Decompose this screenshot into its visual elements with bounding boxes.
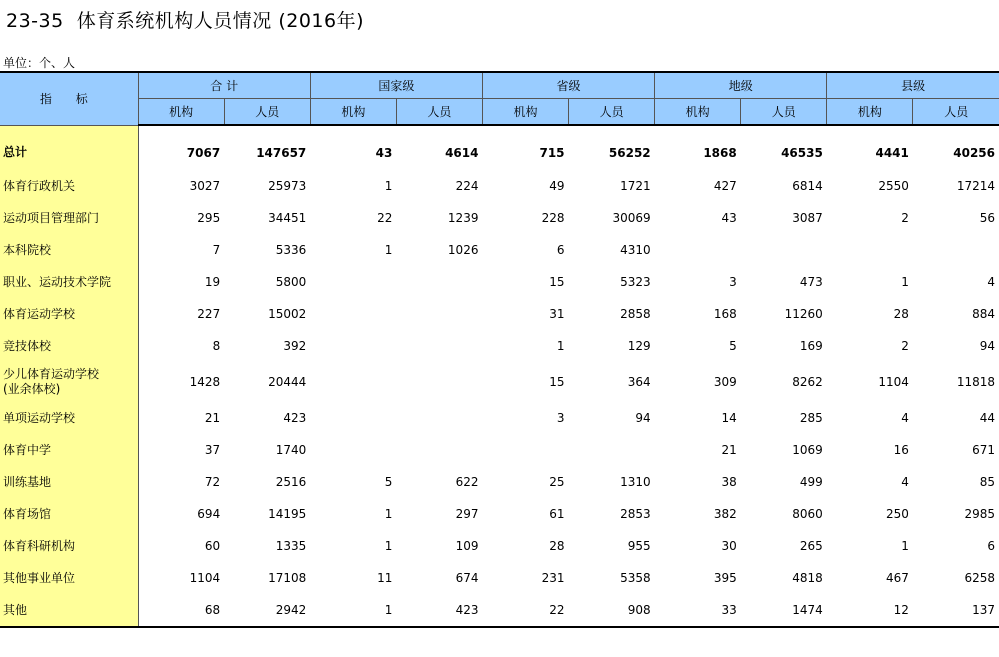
table-cell: 11 [377,571,393,585]
table-cell: 2550 [878,179,909,193]
table-cell: 7067 [186,146,221,160]
table-cell: 56 [979,211,995,225]
table-cell: 231 [541,571,565,585]
table-cell: 2 [901,339,909,353]
table-cell: 60 [204,539,221,553]
table-cell: 25973 [268,179,307,193]
sub-header-institutions: 机构 [827,99,913,126]
table-cell [569,434,655,466]
table-cell: 473 [799,275,823,289]
table-cell: 3027 [189,179,221,193]
table-cell: 1 [901,275,909,289]
row-label: 体育中学 [0,434,138,466]
table-row [0,594,999,627]
table-cell: 423 [283,411,307,425]
table-cell [310,330,396,362]
table-cell: 129 [627,339,651,353]
table-cell: 94 [635,411,651,425]
table-cell: 4 [987,275,995,289]
row-label: 少儿体育运动学校 (业余体校) [0,362,138,402]
table-row [0,466,999,498]
table-cell: 227 [197,307,221,321]
table-cell: 17108 [268,571,307,585]
table-cell: 147657 [256,146,307,160]
table-row [0,530,999,562]
table-cell: 31 [549,307,565,321]
table-cell: 20444 [268,375,307,389]
table-cell: 467 [885,571,909,585]
table-cell: 37 [204,443,221,457]
table-cell: 5323 [620,275,651,289]
table-cell: 11260 [784,307,823,321]
row-label: 体育行政机关 [0,170,138,202]
table-cell: 908 [569,594,655,627]
table-cell: 2985 [964,507,995,521]
row-label: 运动项目管理部门 [0,202,138,234]
table-cell: 622 [455,475,479,489]
table-cell: 5358 [620,571,651,585]
table-cell: 49 [549,179,565,193]
sub-header-personnel: 人员 [913,99,999,126]
table-cell: 5 [384,475,393,489]
table-cell: 1104 [878,375,909,389]
group-header-prefecture: 地级 [655,72,827,99]
table-row [0,362,999,402]
table-cell: 21 [721,443,737,457]
table-body [0,125,999,627]
table-cell [396,402,482,434]
table-cell: 4310 [620,243,651,257]
row-label: 职业、运动技术学院 [0,266,138,298]
table-cell: 499 [799,475,823,489]
row-label: 体育科研机构 [0,530,138,562]
table-cell: 1 [384,179,393,193]
table-cell: 14195 [268,507,307,521]
table-cell: 309 [713,375,737,389]
table-cell: 22 [482,594,568,627]
table-cell: 674 [455,571,479,585]
sub-header-personnel: 人员 [396,99,482,126]
row-label: 其他 [0,594,138,627]
group-header-total: 合 计 [138,72,310,99]
table-cell: 392 [283,339,307,353]
table-cell: 2853 [620,507,651,521]
table-cell: 2516 [275,475,307,489]
table-cell: 1740 [275,443,307,457]
table-row [0,402,999,434]
table-cell: 5800 [275,275,307,289]
table-cell: 34451 [268,211,307,225]
table-cell [310,402,396,434]
table-cell: 1474 [741,594,827,627]
sub-header-institutions: 机构 [482,99,568,126]
table-cell: 4818 [792,571,823,585]
table-cell [741,234,827,266]
table-cell: 30069 [612,211,651,225]
table-cell: 4441 [875,146,909,160]
table-cell [396,434,482,466]
table-row [0,562,999,594]
table-cell: 43 [375,146,393,160]
group-header-county: 县级 [827,72,999,99]
table-row [0,298,999,330]
table-cell: 295 [197,211,221,225]
table-cell [827,234,913,266]
table-cell: 169 [799,339,823,353]
table-cell: 28 [549,539,565,553]
table-cell: 6258 [964,571,995,585]
table-cell: 16 [893,443,909,457]
table-cell: 8262 [792,375,823,389]
table-cell: 1310 [620,475,651,489]
sub-header-institutions: 机构 [655,99,741,126]
table-cell: 11818 [956,375,995,389]
table-row [0,266,999,298]
table-cell: 423 [396,594,482,627]
table-cell [396,362,482,402]
table-cell: 395 [713,571,737,585]
statistics-table [0,71,999,628]
table-row [0,498,999,530]
sub-header-personnel: 人员 [569,99,655,126]
table-cell: 1428 [189,375,221,389]
table-cell: 382 [713,507,737,521]
table-row [0,330,999,362]
table-cell [482,434,568,466]
row-label: 本科院校 [0,234,138,266]
table-cell: 1104 [189,571,221,585]
row-label: 总计 [0,125,138,170]
table-cell [655,234,741,266]
table-cell: 224 [455,179,479,193]
sub-header-institutions: 机构 [310,99,396,126]
table-cell: 6 [556,243,565,257]
table-cell: 1721 [620,179,651,193]
table-cell: 30 [721,539,737,553]
table-cell: 285 [799,411,823,425]
table-cell: 12 [827,594,913,627]
table-cell [310,362,396,402]
row-label: 竞技体校 [0,330,138,362]
table-cell: 68 [138,594,224,627]
table-cell: 15 [549,275,565,289]
table-cell: 7 [212,243,221,257]
table-cell [310,298,396,330]
table-cell: 5 [729,339,737,353]
table-cell: 1 [384,539,393,553]
table-cell: 2858 [620,307,651,321]
table-row [0,125,999,170]
sub-header-institutions: 机构 [138,99,224,126]
table-cell: 694 [197,507,221,521]
table-cell: 3 [556,411,565,425]
table-cell: 15 [549,375,565,389]
table-cell: 14 [721,411,737,425]
table-cell [310,434,396,466]
table-cell: 56252 [608,146,651,160]
table-cell: 4 [901,411,909,425]
table-cell: 38 [721,475,737,489]
table-cell: 72 [204,475,221,489]
table-cell: 1 [901,539,909,553]
row-label: 体育场馆 [0,498,138,530]
row-label: 单项运动学校 [0,402,138,434]
table-cell: 2942 [224,594,310,627]
row-label: 训练基地 [0,466,138,498]
table-cell: 1 [310,594,396,627]
table-cell: 40256 [953,146,995,160]
table-cell: 19 [204,275,221,289]
table-cell: 250 [885,507,909,521]
table-cell: 137 [913,594,999,627]
indicator-header: 指 标 [0,72,138,125]
table-cell: 3087 [792,211,823,225]
table-cell: 671 [972,443,995,457]
sub-header-personnel: 人员 [224,99,310,126]
row-label: 其他事业单位 [0,562,138,594]
table-row [0,234,999,266]
table-cell: 1069 [792,443,823,457]
table-cell [913,234,999,266]
table-cell: 1335 [275,539,307,553]
table-cell: 109 [455,539,479,553]
table-cell: 1 [384,243,393,257]
table-cell: 2 [901,211,909,225]
table-cell: 8060 [792,507,823,521]
table-cell: 1868 [703,146,737,160]
table-cell: 1026 [447,243,479,257]
table-cell: 43 [721,211,737,225]
table-cell: 955 [627,539,651,553]
table-cell: 44 [979,411,995,425]
unit-note: 单位：个、人 [3,56,76,70]
table-row [0,202,999,234]
table-cell: 25 [549,475,565,489]
table-cell: 85 [979,475,995,489]
table-cell: 168 [713,307,737,321]
table-cell: 1 [384,507,393,521]
table-cell: 15002 [268,307,307,321]
table-cell: 6814 [792,179,823,193]
table-cell: 28 [893,307,909,321]
table-cell: 8 [212,339,221,353]
table-cell: 1239 [447,211,479,225]
row-label: 体育运动学校 [0,298,138,330]
table-cell: 94 [979,339,995,353]
table-cell: 364 [627,375,651,389]
table-cell: 715 [539,146,565,160]
table-cell [396,266,482,298]
table-cell: 17214 [956,179,995,193]
table-cell [310,266,396,298]
table-cell: 33 [655,594,741,627]
table-cell: 21 [204,411,221,425]
table-cell: 884 [972,307,995,321]
table-cell: 1 [556,339,565,353]
table-cell: 4 [901,475,909,489]
table-cell: 3 [729,275,737,289]
table-cell: 4614 [445,146,479,160]
table-cell [396,330,482,362]
table-cell [396,298,482,330]
table-cell: 22 [377,211,393,225]
table-cell: 297 [455,507,479,521]
table-header [0,72,999,125]
table-cell: 5336 [275,243,307,257]
sub-header-personnel: 人员 [741,99,827,126]
table-cell: 427 [713,179,737,193]
group-header-provincial: 省级 [482,72,654,99]
page-title: 23-35 体育系统机构人员情况 (2016年) [6,10,365,32]
table-cell: 228 [541,211,565,225]
table-cell: 6 [987,539,995,553]
table-cell: 61 [549,507,565,521]
table-row [0,434,999,466]
table-row [0,170,999,202]
table-cell: 265 [799,539,823,553]
group-header-national: 国家级 [310,72,482,99]
table-cell: 46535 [781,146,823,160]
